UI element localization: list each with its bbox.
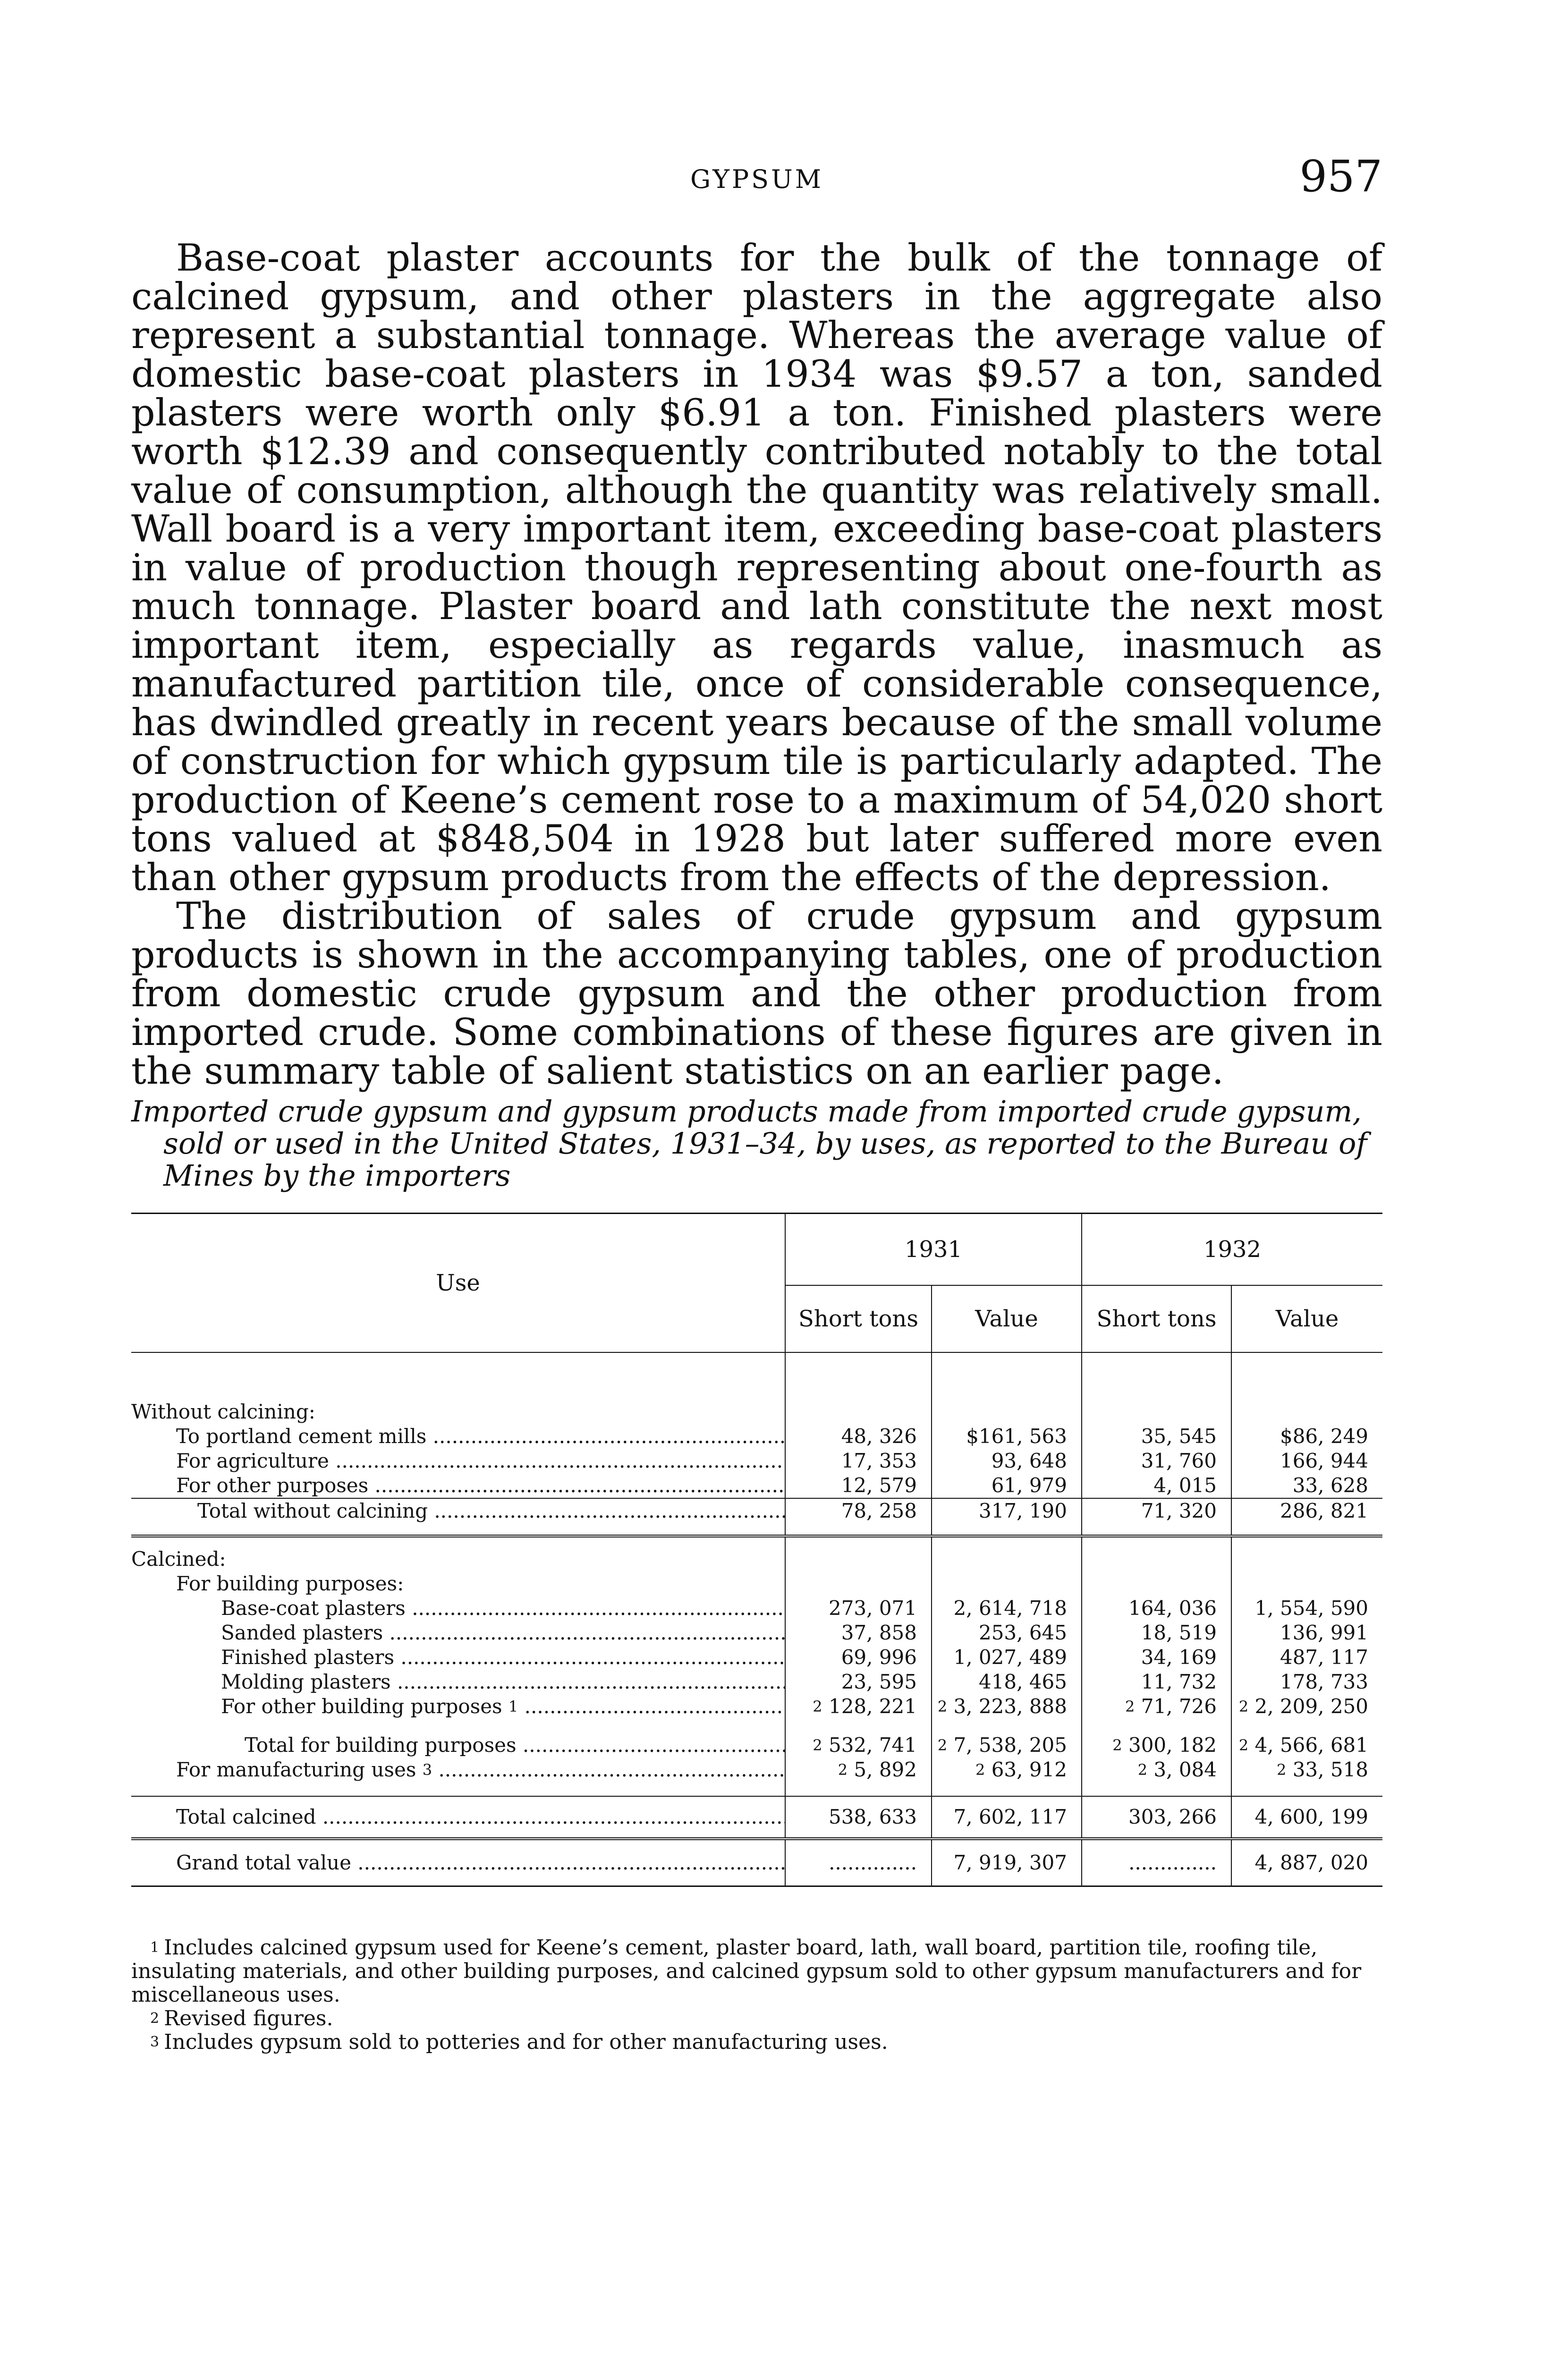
paragraph: The distribution of sales of crude gypsum and gypsum products is shown in the accompanying tables, one of production from domestic crude gypsum and the other production from imported crude. Some combinations of these figures are given in the summary table of salient statistics on an earlier page. [131, 894, 1382, 1093]
footnote-ref: 3 [422, 1761, 432, 1779]
short-tons-header: Short tons [785, 1285, 932, 1352]
table-row: To portland cement mills ..... 48, 326 $161, 563 35, 545 $86, 249 [131, 1424, 1382, 1449]
revised-mark: 2 [1137, 1761, 1148, 1779]
year-1931-header: 1931 [785, 1214, 1082, 1286]
table-row: Finished plasters ..... 69, 996 1, 027, 489 34, 169 487, 117 [131, 1645, 1382, 1670]
table-row: For manufacturing uses $^3$ ..... $^2$ 5, 892 $^2$ 63, 912 $^2$ 3, 084 $^2$ 33, 518 [131, 1758, 1382, 1782]
table-row: Sanded plasters ..... 37, 858 253, 645 18, 519 136, 991 [131, 1621, 1382, 1645]
value-header: Value [932, 1285, 1082, 1352]
table-row: Total for building purposes ..... $^2$ 532, 741 $^2$ 7, 538, 205 $^2$ 300, 182 $^2$ 4, 566, 681 [131, 1733, 1382, 1758]
short-tons-header: Short tons [1082, 1285, 1231, 1352]
section-label: Without calcining: [131, 1400, 315, 1423]
section-label: Calcined: [131, 1547, 226, 1571]
use-column-header: Use [131, 1214, 785, 1353]
revised-mark: 2 [975, 1761, 985, 1779]
page-number: 957 [1299, 151, 1382, 202]
table-row: Base-coat plasters ..... 273, 071 2, 614, 718 164, 036 1, 554, 590 [131, 1596, 1382, 1621]
revised-mark: 2 [1125, 1698, 1135, 1716]
imported-gypsum-table [131, 1213, 1382, 1887]
table-row: Molding plasters ..... 23, 595 418, 465 11, 732 178, 733 [131, 1670, 1382, 1694]
revised-mark: 2 [1276, 1761, 1287, 1779]
page-header [131, 151, 1382, 208]
revised-mark: 2 [838, 1761, 848, 1779]
footnotes [131, 1936, 1382, 2054]
revised-mark: 2 [937, 1736, 948, 1754]
revised-mark: 2 [937, 1698, 948, 1716]
footnote: $^2$ Revised figures. [150, 2006, 333, 2030]
revised-mark: 2 [1238, 1736, 1249, 1754]
table-row: Grand total value ..... .............. 7, 919, 307 .............. 4, 887, 020 [131, 1839, 1382, 1886]
section-label: For building purposes: [176, 1572, 404, 1595]
table-caption: Imported crude gypsum and gypsum products made from imported crude gypsum, sold or used in the United States, 1931–34, by uses, as reported to the Bureau of Mines by the importers [131, 1094, 1367, 1193]
table-row: Total calcined ..... 538, 633 7, 602, 117 303, 266 4, 600, 199 [131, 1796, 1382, 1839]
year-1932-header: 1932 [1082, 1214, 1382, 1286]
table-row: For other building purposes $^1$ ..... $^2$ 128, 221 $^2$ 3, 223, 888 $^2$ 71, 726 $^2$ 2, 209, 250 [131, 1694, 1382, 1719]
revised-mark: 2 [1238, 1698, 1249, 1716]
table-row: Total without calcining ..... 78, 258 317, 190 71, 320 286, 821 [131, 1498, 1382, 1536]
running-title: GYPSUM [690, 164, 823, 194]
footnote: $^1$ Includes calcined gypsum used for Keene’s cement, plaster board, lath, wall board, partition tile, roofing tile, insulating materials, and other building purposes, and calcined gypsum sold to other gypsum manufacturers and for miscellaneous uses. [131, 1936, 1362, 2007]
footnote-ref: 1 [508, 1698, 518, 1716]
table-row: For agriculture ..... 17, 353 93, 648 31, 760 166, 944 [131, 1449, 1382, 1473]
value-header: Value [1231, 1285, 1382, 1352]
revised-mark: 2 [813, 1698, 822, 1716]
footnote: $^3$ Includes gypsum sold to potteries and for other manufacturing uses. [150, 2030, 888, 2054]
revised-mark: 2 [1112, 1736, 1122, 1754]
revised-mark: 2 [813, 1736, 822, 1754]
table-row: For other purposes ..... 12, 579 61, 979 4, 015 33, 628 [131, 1473, 1382, 1498]
paragraph: Base-coat plaster accounts for the bulk of the tonnage of calcined gypsum, and other plasters in the aggregate also represent a substantial tonnage. Whereas the average value of domestic base-coat plasters in 1934 was $9.57 a ton, sanded plasters were worth only $6.91 a ton. Finished plasters were worth $12.39 and consequently contributed notably to the total value of consumption, although the quantity was relatively small. Wall board is a very important item, exceeding base-coat plasters in value of production though representing about one-fourth as much tonnage. Plaster board and lath constitute the next most important item, especially as regards value, inasmuch as manufactured partition tile, once of considerable consequence, has dwindled greatly in recent years because of the small volume of construction for which gypsum tile is particularly adapted. The production of Keene’s cement rose to a maximum of 54,020 short tons valued at $848,504 in 1928 but later suffered more even than other gypsum products from the effects of the depression. [131, 236, 1382, 899]
body-text [131, 236, 1382, 1093]
